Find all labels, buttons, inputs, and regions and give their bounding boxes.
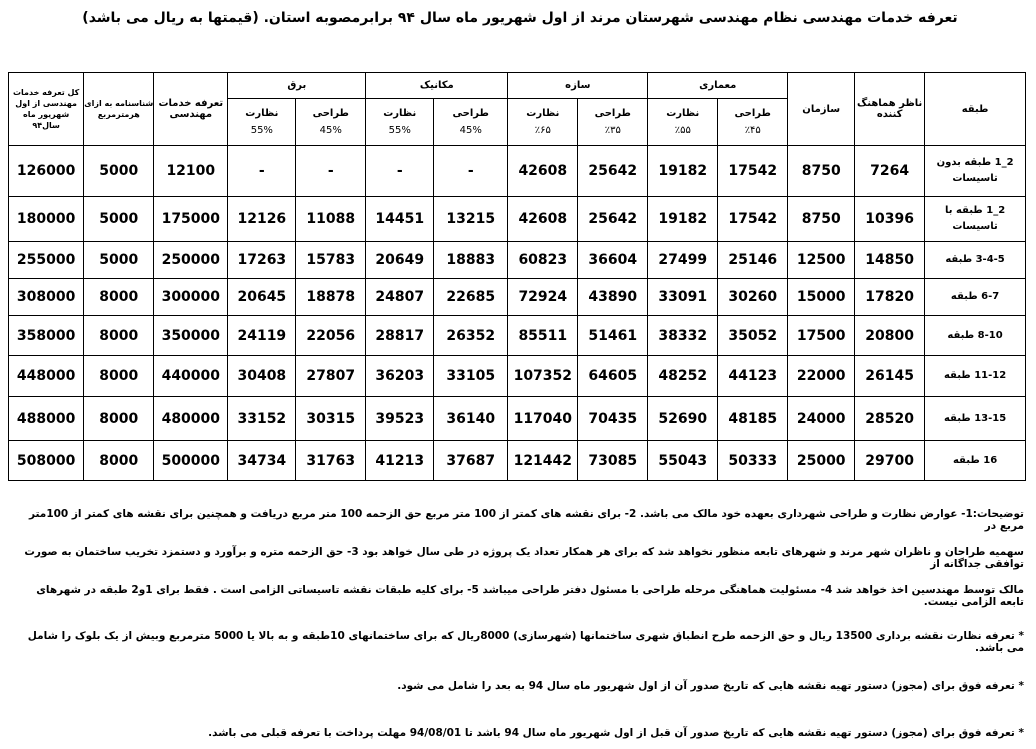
- page-title: تعرفه خدمات مهندسی نظام مهندسی شهرستان مرند از اول شهریور ماه سال ۹۴ برابرمصوبه استان. (قیمتها به ریال می باشد): [82, 10, 958, 26]
- header-mech-supervision: نظارت 55%: [366, 99, 434, 146]
- header-structure: سازه: [508, 73, 648, 99]
- cell-supervisor: 10396: [855, 197, 925, 242]
- cell-supervisor: 20800: [855, 316, 925, 356]
- cell-supervisor: 29700: [855, 441, 925, 481]
- header-floor: طبقه: [925, 73, 1026, 146]
- cell-elec-sup: 33152: [228, 397, 296, 441]
- table-row: [9, 279, 1026, 316]
- cell-str-sup: 72924: [508, 279, 578, 316]
- cell-org: 25000: [788, 441, 855, 481]
- cell-arch-sup: 38332: [648, 316, 718, 356]
- tariff-table: [8, 72, 1026, 481]
- cell-id-fee: 5000: [84, 146, 154, 197]
- cell-arch-design: 25146: [718, 242, 788, 279]
- table-row: [9, 197, 1026, 242]
- cell-arch-design: 30260: [718, 279, 788, 316]
- table-row: [9, 441, 1026, 481]
- cell-org: 8750: [788, 146, 855, 197]
- cell-mech-design: -: [434, 146, 508, 197]
- cell-id-fee: 5000: [84, 242, 154, 279]
- cell-elec-sup: 17263: [228, 242, 296, 279]
- cell-elec-design: -: [296, 146, 366, 197]
- cell-elec-sup: 30408: [228, 356, 296, 397]
- cell-str-sup: 42608: [508, 146, 578, 197]
- cell-org: 12500: [788, 242, 855, 279]
- cell-fee: 440000: [154, 356, 228, 397]
- cell-mech-design: 18883: [434, 242, 508, 279]
- header-engineering-fee: تعرفه خدمات مهندسی: [154, 73, 228, 146]
- header-elec-design: طراحی 45%: [296, 99, 366, 146]
- header-electrical: برق: [228, 73, 366, 99]
- cell-str-sup: 42608: [508, 197, 578, 242]
- cell-total: 358000: [9, 316, 84, 356]
- cell-floor: 8-10 طبقه: [925, 316, 1026, 356]
- cell-total: 448000: [9, 356, 84, 397]
- cell-mech-sup: 36203: [366, 356, 434, 397]
- cell-floor: 2_1 طبقه با تاسیسات: [925, 197, 1026, 242]
- cell-str-design: 70435: [578, 397, 648, 441]
- cell-mech-sup: 41213: [366, 441, 434, 481]
- header-str-supervision: نظارت ٪۶۵: [508, 99, 578, 146]
- header-id-per-m2: شناسنامه به ازای هرمترمربع: [84, 73, 154, 146]
- cell-id-fee: 8000: [84, 316, 154, 356]
- cell-arch-design: 44123: [718, 356, 788, 397]
- cell-fee: 350000: [154, 316, 228, 356]
- cell-mech-sup: 24807: [366, 279, 434, 316]
- cell-org: 24000: [788, 397, 855, 441]
- cell-fee: 500000: [154, 441, 228, 481]
- cell-floor: 11-12 طبقه: [925, 356, 1026, 397]
- cell-arch-sup: 48252: [648, 356, 718, 397]
- header-total: کل تعرفه خدمات مهندسی از اول شهریور ماه سال۹۴: [9, 73, 84, 146]
- cell-supervisor: 14850: [855, 242, 925, 279]
- cell-str-design: 36604: [578, 242, 648, 279]
- cell-supervisor: 7264: [855, 146, 925, 197]
- cell-org: 17500: [788, 316, 855, 356]
- notes-line-2: سهمیه طراحان و ناظران شهر مرند و شهرهای تابعه منظور نخواهد شد که برای هر همکار تعداد یک پروژه در طی سال خواهد بود 3- حق الزحمه متره و برآورد و دستمزد تخریب ساختمان به صورت توافقی جداگانه از: [24, 546, 1024, 570]
- cell-elec-design: 18878: [296, 279, 366, 316]
- table-row: [9, 397, 1026, 441]
- cell-elec-design: 11088: [296, 197, 366, 242]
- table-row: [9, 242, 1026, 279]
- notes-line-3: مالک توسط مهندسین اخذ خواهد شد 4- مسئولیت هماهنگی مرحله طراحی با مسئول دفتر طراحی میباشد 5- برای کلیه طبقات نقشه تاسیساتی الزامی است . فقط برای 1و2 طبقه در شهرهای تابعه الزامی نیست.: [36, 584, 1024, 608]
- cell-arch-design: 48185: [718, 397, 788, 441]
- cell-id-fee: 5000: [84, 197, 154, 242]
- cell-mech-design: 33105: [434, 356, 508, 397]
- cell-elec-sup: -: [228, 146, 296, 197]
- cell-mech-design: 36140: [434, 397, 508, 441]
- cell-str-sup: 85511: [508, 316, 578, 356]
- cell-total: 308000: [9, 279, 84, 316]
- cell-arch-sup: 52690: [648, 397, 718, 441]
- header-mechanical: مکانیک: [366, 73, 508, 99]
- cell-elec-design: 15783: [296, 242, 366, 279]
- cell-floor: 2_1 طبقه بدون تاسیسات: [925, 146, 1026, 197]
- cell-total: 508000: [9, 441, 84, 481]
- cell-elec-design: 30315: [296, 397, 366, 441]
- cell-str-design: 25642: [578, 197, 648, 242]
- cell-total: 255000: [9, 242, 84, 279]
- cell-str-sup: 121442: [508, 441, 578, 481]
- table-row: [9, 146, 1026, 197]
- cell-arch-sup: 19182: [648, 197, 718, 242]
- cell-id-fee: 8000: [84, 356, 154, 397]
- header-architecture: معماری: [648, 73, 788, 99]
- header-elec-supervision: نظارت 55%: [228, 99, 296, 146]
- cell-str-sup: 60823: [508, 242, 578, 279]
- header-arch-design: طراحی ٪۴۵: [718, 99, 788, 146]
- cell-supervisor: 17820: [855, 279, 925, 316]
- cell-fee: 480000: [154, 397, 228, 441]
- table-row: [9, 356, 1026, 397]
- table-row: [9, 316, 1026, 356]
- cell-arch-design: 17542: [718, 146, 788, 197]
- cell-fee: 250000: [154, 242, 228, 279]
- cell-total: 180000: [9, 197, 84, 242]
- cell-elec-sup: 20645: [228, 279, 296, 316]
- cell-floor: 6-7 طبقه: [925, 279, 1026, 316]
- cell-mech-sup: 28817: [366, 316, 434, 356]
- cell-mech-design: 26352: [434, 316, 508, 356]
- notes-line-5: * تعرفه فوق برای (مجوز) دستور تهیه نقشه هایی که تاریخ صدور آن از اول شهریور ماه سال 94 به بعد را شامل می شود.: [397, 680, 1024, 692]
- cell-elec-sup: 34734: [228, 441, 296, 481]
- header-organization: سازمان: [788, 73, 855, 146]
- cell-arch-design: 17542: [718, 197, 788, 242]
- cell-org: 15000: [788, 279, 855, 316]
- cell-elec-design: 31763: [296, 441, 366, 481]
- notes-line-4: * تعرفه نظارت نقشه برداری 13500 ریال و حق الزحمه طرح انطباق شهری ساختمانها (شهرسازی) 8000ریال که برای ساختمانهای 10طبقه و به بالا یا 5000 مترمربع وبیش از یک بلوک را شامل می باشد.: [27, 630, 1024, 654]
- cell-mech-sup: 20649: [366, 242, 434, 279]
- cell-floor: 3-4-5 طبقه: [925, 242, 1026, 279]
- header-supervisor: ناظر هماهنگ کننده: [855, 73, 925, 146]
- cell-supervisor: 26145: [855, 356, 925, 397]
- cell-elec-design: 27807: [296, 356, 366, 397]
- cell-arch-design: 35052: [718, 316, 788, 356]
- cell-arch-sup: 19182: [648, 146, 718, 197]
- header-arch-supervision: نظارت ٪۵۵: [648, 99, 718, 146]
- cell-arch-sup: 33091: [648, 279, 718, 316]
- cell-str-design: 25642: [578, 146, 648, 197]
- cell-id-fee: 8000: [84, 397, 154, 441]
- cell-elec-sup: 12126: [228, 197, 296, 242]
- cell-str-sup: 107352: [508, 356, 578, 397]
- cell-mech-sup: -: [366, 146, 434, 197]
- notes-line-6: * تعرفه فوق برای (مجوز) دستور تهیه نقشه هایی که تاریخ صدور آن قبل از اول شهریور ماه سال 94 باشد تا 94/08/01 مهلت پرداخت با تعرفه قبلی می باشد.: [208, 727, 1024, 739]
- cell-floor: 16 طبقه: [925, 441, 1026, 481]
- cell-mech-sup: 14451: [366, 197, 434, 242]
- cell-floor: 13-15 طبقه: [925, 397, 1026, 441]
- cell-arch-sup: 27499: [648, 242, 718, 279]
- cell-str-design: 43890: [578, 279, 648, 316]
- cell-elec-sup: 24119: [228, 316, 296, 356]
- cell-str-design: 73085: [578, 441, 648, 481]
- cell-mech-sup: 39523: [366, 397, 434, 441]
- cell-str-sup: 117040: [508, 397, 578, 441]
- cell-total: 126000: [9, 146, 84, 197]
- cell-total: 488000: [9, 397, 84, 441]
- header-mech-design: طراحی 45%: [434, 99, 508, 146]
- cell-arch-sup: 55043: [648, 441, 718, 481]
- cell-mech-design: 13215: [434, 197, 508, 242]
- cell-str-design: 64605: [578, 356, 648, 397]
- cell-fee: 175000: [154, 197, 228, 242]
- header-str-design: طراحی ٪۳۵: [578, 99, 648, 146]
- cell-supervisor: 28520: [855, 397, 925, 441]
- cell-mech-design: 37687: [434, 441, 508, 481]
- cell-arch-design: 50333: [718, 441, 788, 481]
- cell-elec-design: 22056: [296, 316, 366, 356]
- cell-id-fee: 8000: [84, 279, 154, 316]
- cell-fee: 12100: [154, 146, 228, 197]
- cell-id-fee: 8000: [84, 441, 154, 481]
- cell-fee: 300000: [154, 279, 228, 316]
- cell-mech-design: 22685: [434, 279, 508, 316]
- cell-org: 22000: [788, 356, 855, 397]
- notes-line-1: توضیحات:1- عوارض نظارت و طراحی شهرداری بعهده خود مالک می باشد. 2- برای نقشه های کمتر از 100 متر مربع حق الزحمه 100 متر مربع دریافت و همچنین برای نقشه های کمتر از 100متر مربع در: [28, 508, 1024, 532]
- cell-str-design: 51461: [578, 316, 648, 356]
- cell-org: 8750: [788, 197, 855, 242]
